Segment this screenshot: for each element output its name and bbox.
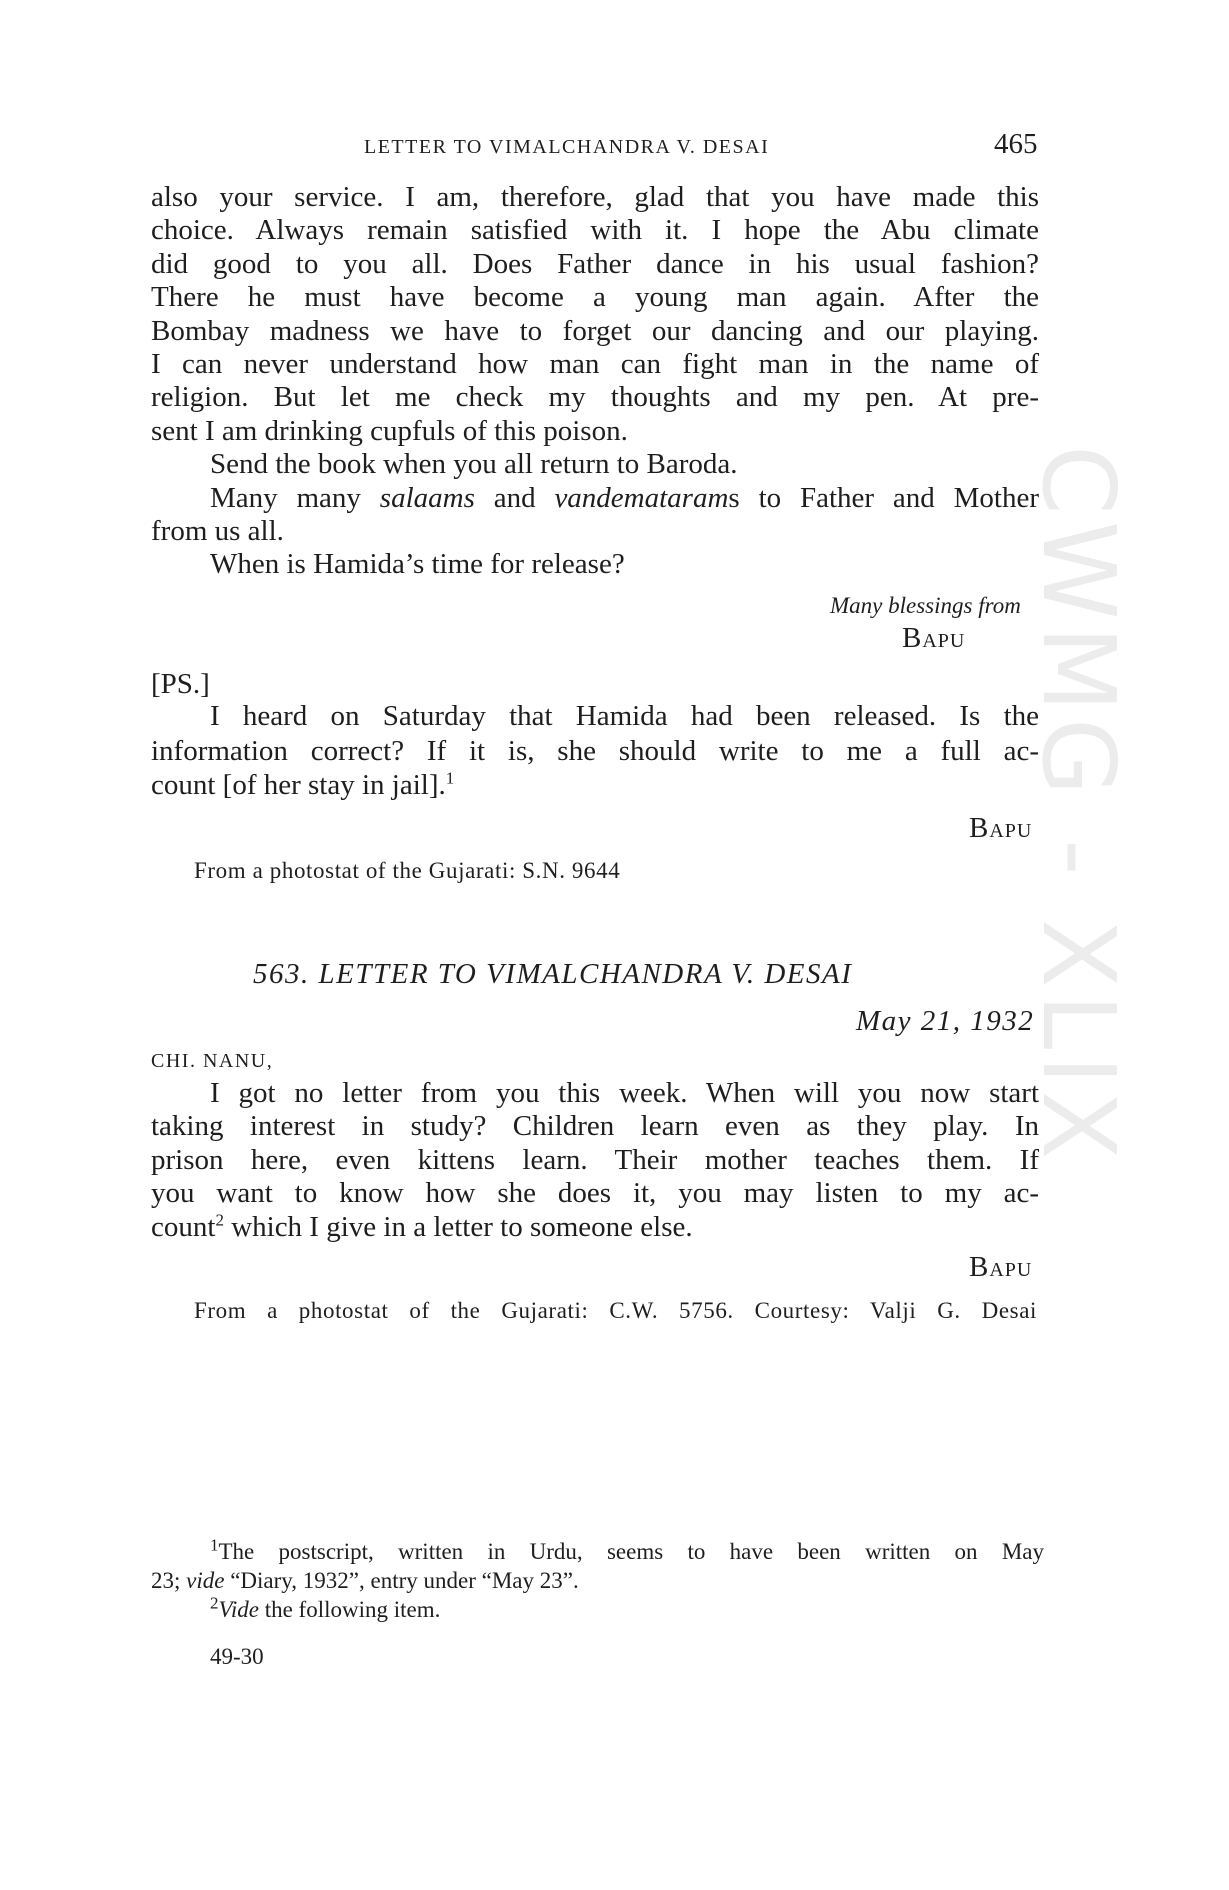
signature: Bapu xyxy=(902,622,966,654)
paragraph-hamida-question: When is Hamida’s time for release? xyxy=(210,548,625,581)
footnote-ref: 2 xyxy=(215,1209,224,1229)
signature: Bapu xyxy=(969,812,1033,844)
postscript-label: [PS.] xyxy=(151,668,210,700)
body-line: Bombay madness we have to forget our dancing and our playing. xyxy=(151,314,1039,347)
body-line: count [of her stay in jail].$^1$ xyxy=(151,768,455,801)
closing-line: Many blessings from xyxy=(830,593,1021,618)
letter2-body xyxy=(151,1077,1039,1244)
source-note: From a photostat of the Gujarati: C.W. 5756. Courtesy: Valji G. Desai xyxy=(194,1298,1037,1323)
footnote-ref: 1 xyxy=(445,768,455,788)
body-line: religion. But let me check my thoughts and my pen. At pre- xyxy=(151,381,1039,414)
salutation: CHI. NANU, xyxy=(151,1050,274,1072)
paragraph-send-book: Send the book when you all return to Baroda. xyxy=(210,448,738,481)
body-line: also your service. I am, therefore, glad that you have made this xyxy=(151,181,1039,213)
body-line: prison here, even kittens learn. Their mother teaches them. If xyxy=(151,1143,1039,1176)
body-line: choice. Always remain satisfied with it. I hope the Abu climate xyxy=(151,214,1039,247)
paragraph-salaams: Many many salaams and vandematarams to Father and Mother xyxy=(210,481,1039,514)
page-number: 465 xyxy=(994,128,1038,160)
letter-date: May 21, 1932 xyxy=(856,1005,1035,1037)
watermark: CWMG - XLIX xyxy=(1020,445,1137,1166)
body-line: I got no letter from you this week. When will you now start xyxy=(210,1077,1039,1109)
body-line: count$^2$ which I give in a letter to someone else. xyxy=(151,1209,693,1243)
body-line: I heard on Saturday that Hamida had been released. Is the xyxy=(210,700,1039,732)
footnote-1: $^1$The postscript, written in Urdu, seems to have been written on May xyxy=(210,1535,1044,1564)
body-line: sent I am drinking cupfuls of this poison. xyxy=(151,414,628,447)
footnotes xyxy=(151,1537,1044,1624)
footnote-1-cont: 23; vide “Diary, 1932”, entry under “May 23”. xyxy=(151,1568,579,1593)
running-head: LETTER TO VIMALCHANDRA V. DESAI xyxy=(364,136,770,158)
body-line: There he must have become a young man again. After the xyxy=(151,281,1039,314)
body-line: I can never understand how man can fight man in the name of xyxy=(151,348,1039,381)
signature: Bapu xyxy=(969,1251,1033,1283)
source-note: From a photostat of the Gujarati: S.N. 9644 xyxy=(194,858,621,883)
footnote-2: $^2$Vide the following item. xyxy=(210,1593,441,1622)
letter-heading: 563. LETTER TO VIMALCHANDRA V. DESAI xyxy=(253,958,853,990)
body-line: taking interest in study? Children learn even as they play. In xyxy=(151,1110,1039,1143)
body-line: you want to know how she does it, you may listen to my ac- xyxy=(151,1177,1039,1210)
body-line: information correct? If it is, she should write to me a full ac- xyxy=(151,734,1039,767)
body-line: did good to you all. Does Father dance in his usual fashion? xyxy=(151,247,1039,280)
letter1-body xyxy=(151,181,1039,582)
body-line: from us all. xyxy=(151,515,284,548)
signature-mark: 49-30 xyxy=(210,1644,264,1669)
postscript-body xyxy=(151,699,1039,803)
